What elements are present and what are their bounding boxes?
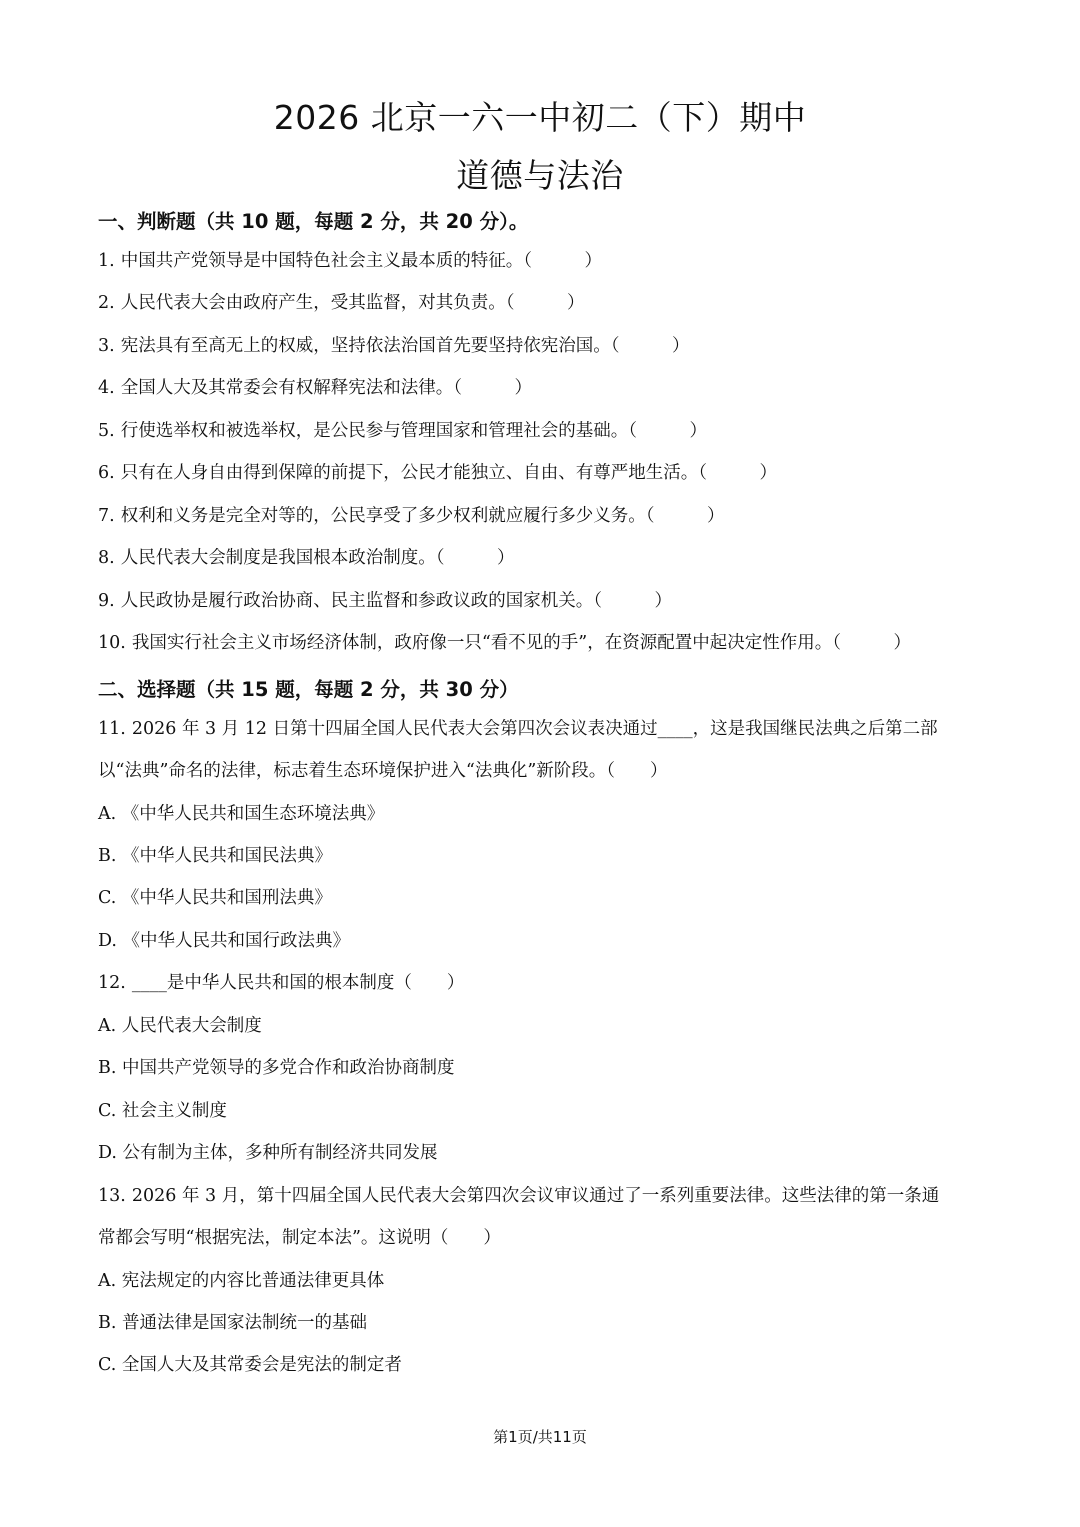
- question-number: 11.: [98, 719, 126, 739]
- question-7: [98, 505, 988, 527]
- question-11-line-1: [98, 718, 988, 740]
- question-text: 我国实行社会主义市场经济体制，政府像一只“看不见的手”，在资源配置中起决定性作用。（ ）: [131, 633, 911, 653]
- question-11-line-2: 以“法典”命名的法律，标志着生态环境保护进入“法典化”新阶段。（ ）: [98, 761, 668, 781]
- question-8: [98, 547, 988, 569]
- question-text: 人民政协是履行政治协商、民主监督和参政议政的国家机关。（ ）: [120, 591, 672, 611]
- question-text: ____是中华人民共和国的根本制度（ ）: [131, 973, 465, 993]
- option-11-b: B. 《中华人民共和国民法典》: [98, 846, 332, 866]
- question-number: 10.: [98, 633, 126, 653]
- question-13-line-2: 常都会写明“根据宪法，制定本法”。这说明（ ）: [98, 1228, 501, 1248]
- option-11-c: C. 《中华人民共和国刑法典》: [98, 888, 332, 908]
- question-1: [98, 250, 988, 272]
- question-6: [98, 462, 988, 484]
- question-number: 8.: [98, 548, 115, 568]
- option-11-d: D. 《中华人民共和国行政法典》: [98, 931, 351, 951]
- question-12-line-1: [98, 972, 988, 994]
- question-text: 2026 年 3 月 12 日第十四届全国人民代表大会第四次会议表决通过____，这是我国继民法典之后第二部: [131, 719, 938, 739]
- question-text: 行使选举权和被选举权，是公民参与管理国家和管理社会的基础。（ ）: [120, 421, 707, 441]
- question-text: 全国人大及其常委会有权解释宪法和法律。（ ）: [120, 378, 532, 398]
- option-13-a: A. 宪法规定的内容比普通法律更具体: [98, 1271, 385, 1291]
- option-11-a: A. 《中华人民共和国生态环境法典》: [98, 804, 385, 824]
- question-text: 人民代表大会制度是我国根本政治制度。（ ）: [120, 548, 515, 568]
- exam-title: 2026 北京一六一中初二（下）期中: [273, 98, 807, 137]
- question-13-line-1: [98, 1185, 988, 1207]
- question-number: 7.: [98, 506, 115, 526]
- question-9: [98, 590, 988, 612]
- option-12-a: A. 人民代表大会制度: [98, 1016, 262, 1036]
- question-number: 2.: [98, 293, 115, 313]
- option-12-c: C. 社会主义制度: [98, 1101, 227, 1121]
- question-text: 中国共产党领导是中国特色社会主义最本质的特征。（ ）: [120, 251, 602, 271]
- option-13-c: C. 全国人大及其常委会是宪法的制定者: [98, 1355, 402, 1375]
- question-number: 9.: [98, 591, 115, 611]
- option-12-d: D. 公有制为主体，多种所有制经济共同发展: [98, 1143, 438, 1163]
- question-4: [98, 377, 988, 399]
- question-number: 4.: [98, 378, 115, 398]
- exam-subject: 道德与法治: [456, 156, 624, 195]
- question-10: [98, 632, 988, 654]
- option-12-b: B. 中国共产党领导的多党合作和政治协商制度: [98, 1058, 455, 1078]
- question-5: [98, 420, 988, 442]
- question-number: 12.: [98, 973, 126, 993]
- question-number: 1.: [98, 251, 115, 271]
- section-heading-true-false: 一、判断题（共 10 题，每题 2 分，共 20 分）。: [98, 210, 529, 233]
- question-text: 2026 年 3 月，第十四届全国人民代表大会第四次会议审议通过了一系列重要法律。这些法律的第一条通: [131, 1186, 940, 1206]
- question-3: [98, 335, 988, 357]
- question-2: [98, 292, 988, 314]
- question-text: 人民代表大会由政府产生，受其监督，对其负责。（ ）: [120, 293, 585, 313]
- question-number: 13.: [98, 1186, 126, 1206]
- question-number: 6.: [98, 463, 115, 483]
- question-text: 宪法具有至高无上的权威，坚持依法治国首先要坚持依宪治国。（ ）: [120, 336, 690, 356]
- option-13-b: B. 普通法律是国家法制统一的基础: [98, 1313, 367, 1333]
- section-heading-choice: 二、选择题（共 15 题，每题 2 分，共 30 分）: [98, 678, 519, 701]
- question-text: 只有在人身自由得到保障的前提下，公民才能独立、自由、有尊严地生活。（ ）: [120, 463, 777, 483]
- page-number: 第1页/共11页: [493, 1428, 587, 1446]
- question-text: 权利和义务是完全对等的，公民享受了多少权利就应履行多少义务。（ ）: [120, 506, 725, 526]
- question-number: 5.: [98, 421, 115, 441]
- question-number: 3.: [98, 336, 115, 356]
